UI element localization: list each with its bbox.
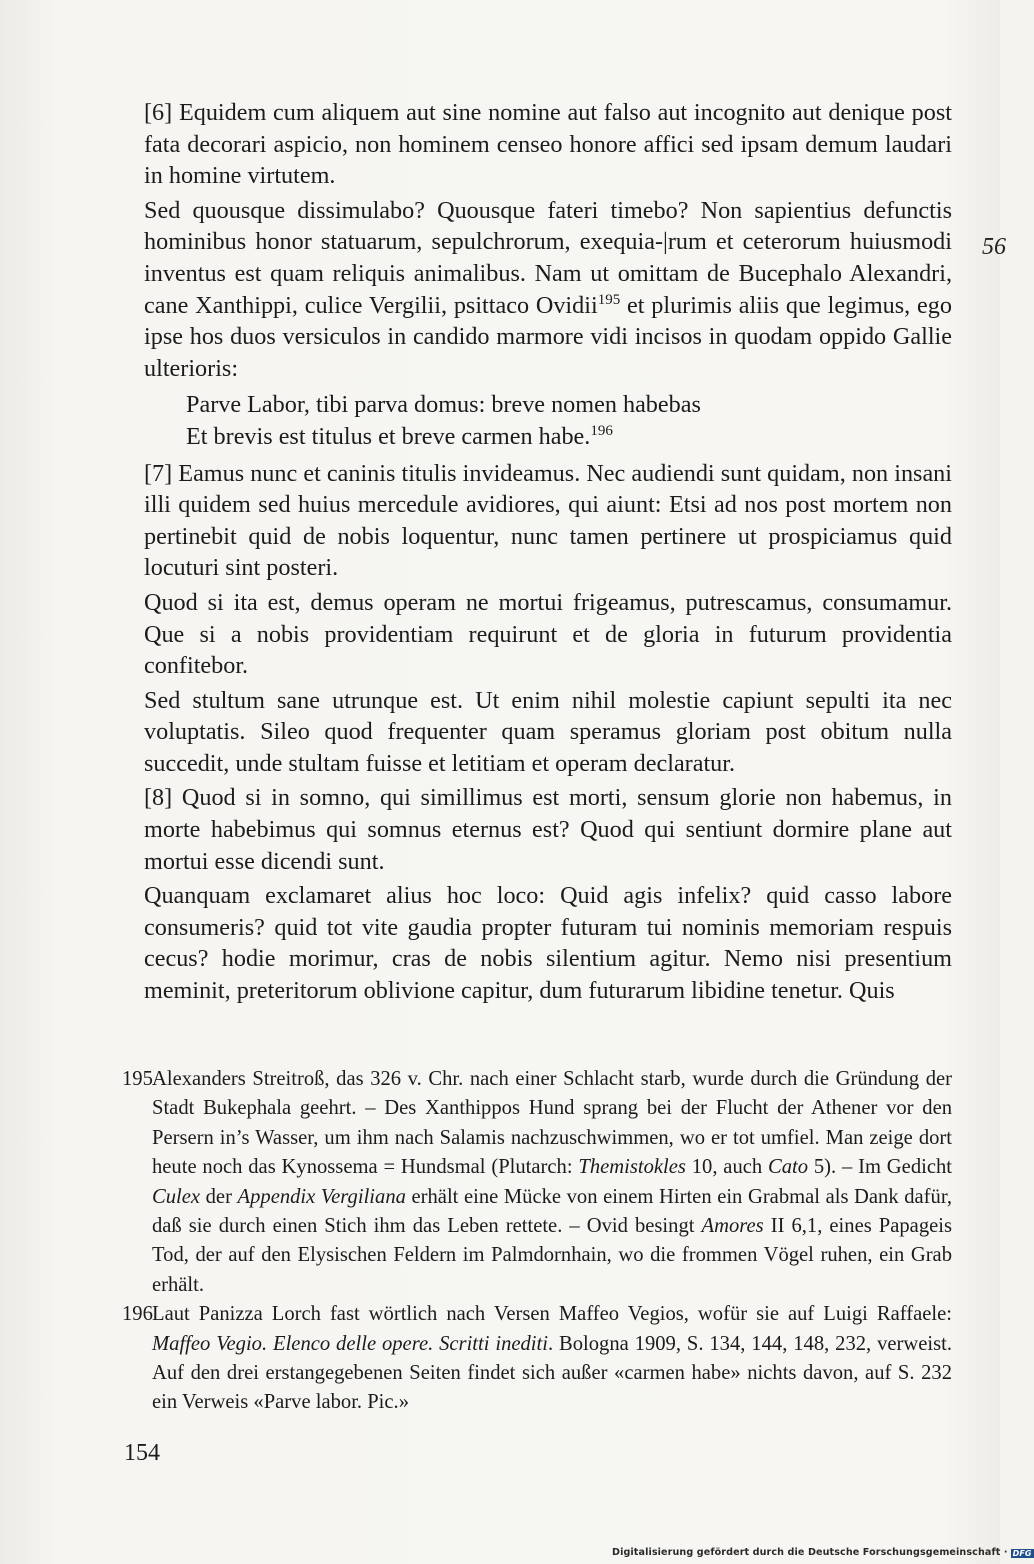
footnote-number: 196 [122, 1303, 153, 1326]
dfg-logo-icon: DFG [1012, 1549, 1032, 1558]
paragraph-8b: Quanquam exclamaret alius hoc loco: Quid agis infelix? quid casso labore consumeris? quid tot vite gaudia propter futuram tui nominis memoriam respuis cecus? hodie morimur, cras de nobis silentium agitur. Nemo nisi presentium meminit, preteritorum oblivione capitur, dum futurarum libidine tenetur. Quis [144, 882, 952, 1005]
digitization-credit: Digitalisierung gefördert durch die Deutsche Forschungsgemeinschaft · DFG [612, 1547, 1032, 1558]
main-text [122, 97, 952, 1007]
page-number: 154 [124, 1440, 160, 1466]
paragraph-7a: [7] Eamus nunc et caninis titulis invideamus. Nec audiendi sunt quidam, non insani illi quidem sed huius mercedule avidiores, qui aiunt: Etsi ad nos post mortem non pertinebit quid de nobis loquentur, nunc tamen pertinere ut prospiciamus quid locuturi sint posteri. [144, 459, 952, 582]
verse-block [122, 389, 952, 452]
paragraph-7c: Sed stultum sane utrunque est. Ut enim nihil molestie capiunt sepulti ita nec voluptatis. Sileo quod frequenter quam speramus gloriam post obitum nulla succedit, unde stultam fuisse et letitiam et operam declaratur. [144, 686, 952, 777]
footnotes [122, 1065, 952, 1418]
paragraph-6a: [6] Equidem cum aliquem aut sine nomine aut falso aut incognito aut denique post fata decorari aspicio, non hominem censeo honore affici sed ipsam demum laudari in homine virtutem. [144, 99, 952, 190]
footnote-196: 196Laut Panizza Lorch fast wörtlich nach Versen Maffeo Vegios, wofür sie auf Luigi Raffaele: Maffeo Vegio. Elenco delle opere. Scritti inediti. Bologna 1909, S. 134, 144, 148, 232, verweist. Auf den drei erstangegebenen Seiten findet sich außer «carmen habe» nichts davon, auf S. 232 ein Verweis «Parve labor. Pic.» [122, 1300, 952, 1418]
footnote-195: 195Alexanders Streitroß, das 326 v. Chr. nach einer Schlacht starb, wurde durch die Gründung der Stadt Bukephala geehrt. – Des Xanthippos Hund sprang bei der Flucht der Athener vor den Persern in’s Wasser, um ihm nach Salamis nachzuschwimmen, wo er tot umfiel. Man zeige dort heute noch das Kynossema = Hundsmal (Plutarch: Themistokles 10, auch Cato 5). – Im Gedicht Culex der Appendix Vergiliana erhält eine Mücke von einem Hirten ein Grabmal als Dank dafür, daß sie durch einen Stich ihm das Leben rettete. – Ovid besingt Amores II 6,1, eines Papageis Tod, der auf den Elysischen Feldern im Palmdornhain, wo die frommen Vögel ruhen, ein Grab erhält. [122, 1065, 952, 1300]
paragraph-6b: Sed quousque dissimulabo? Quousque fateri timebo? Non sapientius defunctis hominibus honor statuarum, sepulchrorum, exequia-|rum et ceterorum huiusmodi inventus est quam reliquis animalibus. Nam ut omittam de Bucephalo Alexandri, cane Xanthippi, culice Vergilii, psittaco Ovidii$^{195}$ et plurimis aliis que legimus, ego ipse hos duos versiculos in candido marmore vidi incisos in quodam oppido Gallie ulterioris: [144, 196, 952, 382]
paragraph-8a: [8] Quod si in somno, qui simillimus est morti, sensum glorie non habemus, in morte habebimus qui somnus eternus est? Quod qui sentiunt dormire plane aut mortui esse dicendi sunt. [144, 784, 952, 875]
margin-page-marker: 56 [982, 234, 1006, 260]
verse-line-2: Et brevis est titulus et breve carmen habe.$^{196}$ [186, 422, 613, 450]
footnote-number: 195 [122, 1068, 153, 1090]
paragraph-7b: Quod si ita est, demus operam ne mortui frigeamus, putrescamus, consumamur. Que si a nobis providentiam requirunt et de gloria in futurum providentia confitebor. [144, 588, 952, 680]
footnote-ref-196: 196 [590, 422, 613, 439]
verse-line-1: Parve Labor, tibi parva domus: breve nomen habebas [186, 391, 701, 419]
footnote-ref-195: 195 [597, 291, 621, 308]
